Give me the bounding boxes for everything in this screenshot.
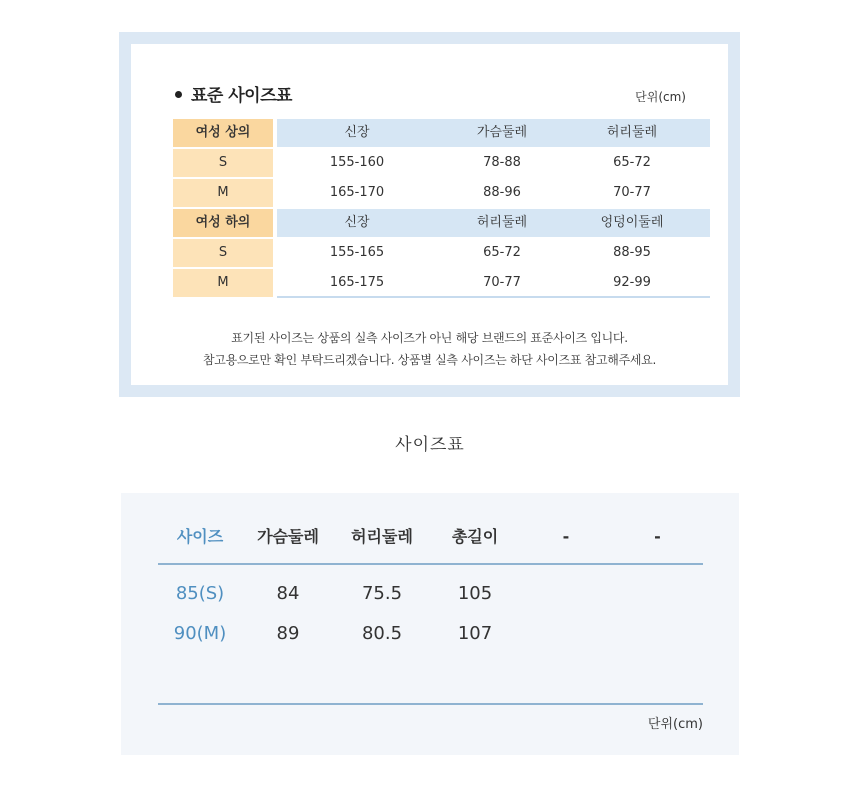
standard-size-card xyxy=(131,44,728,385)
size-table-unit-label: 단위(cm) xyxy=(647,717,703,732)
value-cell: 65-72 xyxy=(613,155,651,170)
bullet-icon xyxy=(175,91,182,98)
header-cell: 가슴둘레 xyxy=(257,527,319,546)
value-cell: 107 xyxy=(457,623,493,644)
tops-group-label: 여성 상의 xyxy=(173,119,273,147)
row-cells xyxy=(277,179,710,207)
header-cell: 가슴둘레 xyxy=(476,125,528,140)
header-cell: 허리둘레 xyxy=(351,527,413,546)
size-label: M xyxy=(173,179,273,207)
header-cell: 신장 xyxy=(344,215,370,230)
bottoms-header-cells xyxy=(277,209,710,237)
size-label: S xyxy=(173,239,273,267)
standard-size-table xyxy=(173,119,710,299)
value-cell: 155-160 xyxy=(329,155,385,170)
standard-unit-label: 단위(cm) xyxy=(635,90,686,104)
standard-title-text: 표준 사이즈표 xyxy=(191,86,292,106)
value-cell: 92-99 xyxy=(613,275,651,290)
product-size-panel xyxy=(121,493,739,755)
value-cell: 89 xyxy=(276,623,300,644)
value-cell: 155-165 xyxy=(329,245,385,260)
header-cell: 신장 xyxy=(344,125,370,140)
table-row xyxy=(173,239,710,269)
value-cell: 88-96 xyxy=(483,185,521,200)
size-cell: 85(S) xyxy=(175,583,225,604)
table-row xyxy=(173,179,710,209)
size-chart-caption: 사이즈표 xyxy=(395,435,465,455)
value-cell xyxy=(520,616,612,652)
size-cell: 90(M) xyxy=(173,623,227,644)
header-cell: - xyxy=(562,527,570,546)
table-row xyxy=(158,616,703,652)
value-cell xyxy=(612,616,703,652)
note-line: 표기된 사이즈는 상품의 실측 사이즈가 아닌 해당 브랜드의 표준사이즈 입니다. xyxy=(231,331,628,345)
size-label: S xyxy=(173,149,273,177)
row-cells xyxy=(277,149,710,177)
value-cell: 70-77 xyxy=(483,275,521,290)
size-label: M xyxy=(173,269,273,297)
table-row xyxy=(173,269,710,299)
value-cell xyxy=(520,576,612,612)
value-cell: 165-175 xyxy=(329,275,385,290)
value-cell: 70-77 xyxy=(613,185,651,200)
value-cell: 165-170 xyxy=(329,185,385,200)
value-cell: 75.5 xyxy=(361,583,403,604)
tops-header-row xyxy=(173,119,710,149)
value-cell: 88-95 xyxy=(613,245,651,260)
header-cell: 엉덩이둘레 xyxy=(600,215,664,230)
header-cell: 허리둘레 xyxy=(606,125,658,140)
table-row xyxy=(158,576,703,612)
header-cell: 사이즈 xyxy=(176,527,224,546)
value-cell: 65-72 xyxy=(483,245,521,260)
standard-size-title xyxy=(175,81,292,106)
value-cell: 78-88 xyxy=(483,155,521,170)
value-cell: 105 xyxy=(457,583,493,604)
table-bottom-rule xyxy=(158,703,703,705)
standard-size-frame xyxy=(119,32,740,397)
note-line: 참고용으로만 확인 부탁드리겠습니다. 상품별 실측 사이즈는 하단 사이즈표 참고해주세요. xyxy=(203,353,656,367)
header-cell: 허리둘레 xyxy=(476,215,528,230)
value-cell xyxy=(612,576,703,612)
row-cells xyxy=(277,269,710,298)
header-cell: 총길이 xyxy=(451,527,499,546)
bottoms-group-label: 여성 하의 xyxy=(173,209,273,237)
header-cell: - xyxy=(654,527,661,546)
bottoms-header-row xyxy=(173,209,710,239)
tops-header-cells xyxy=(277,119,710,147)
row-cells xyxy=(277,239,710,267)
standard-size-note xyxy=(131,327,728,371)
value-cell: 80.5 xyxy=(361,623,403,644)
size-table-header xyxy=(158,519,703,565)
value-cell: 84 xyxy=(276,583,300,604)
table-row xyxy=(173,149,710,179)
